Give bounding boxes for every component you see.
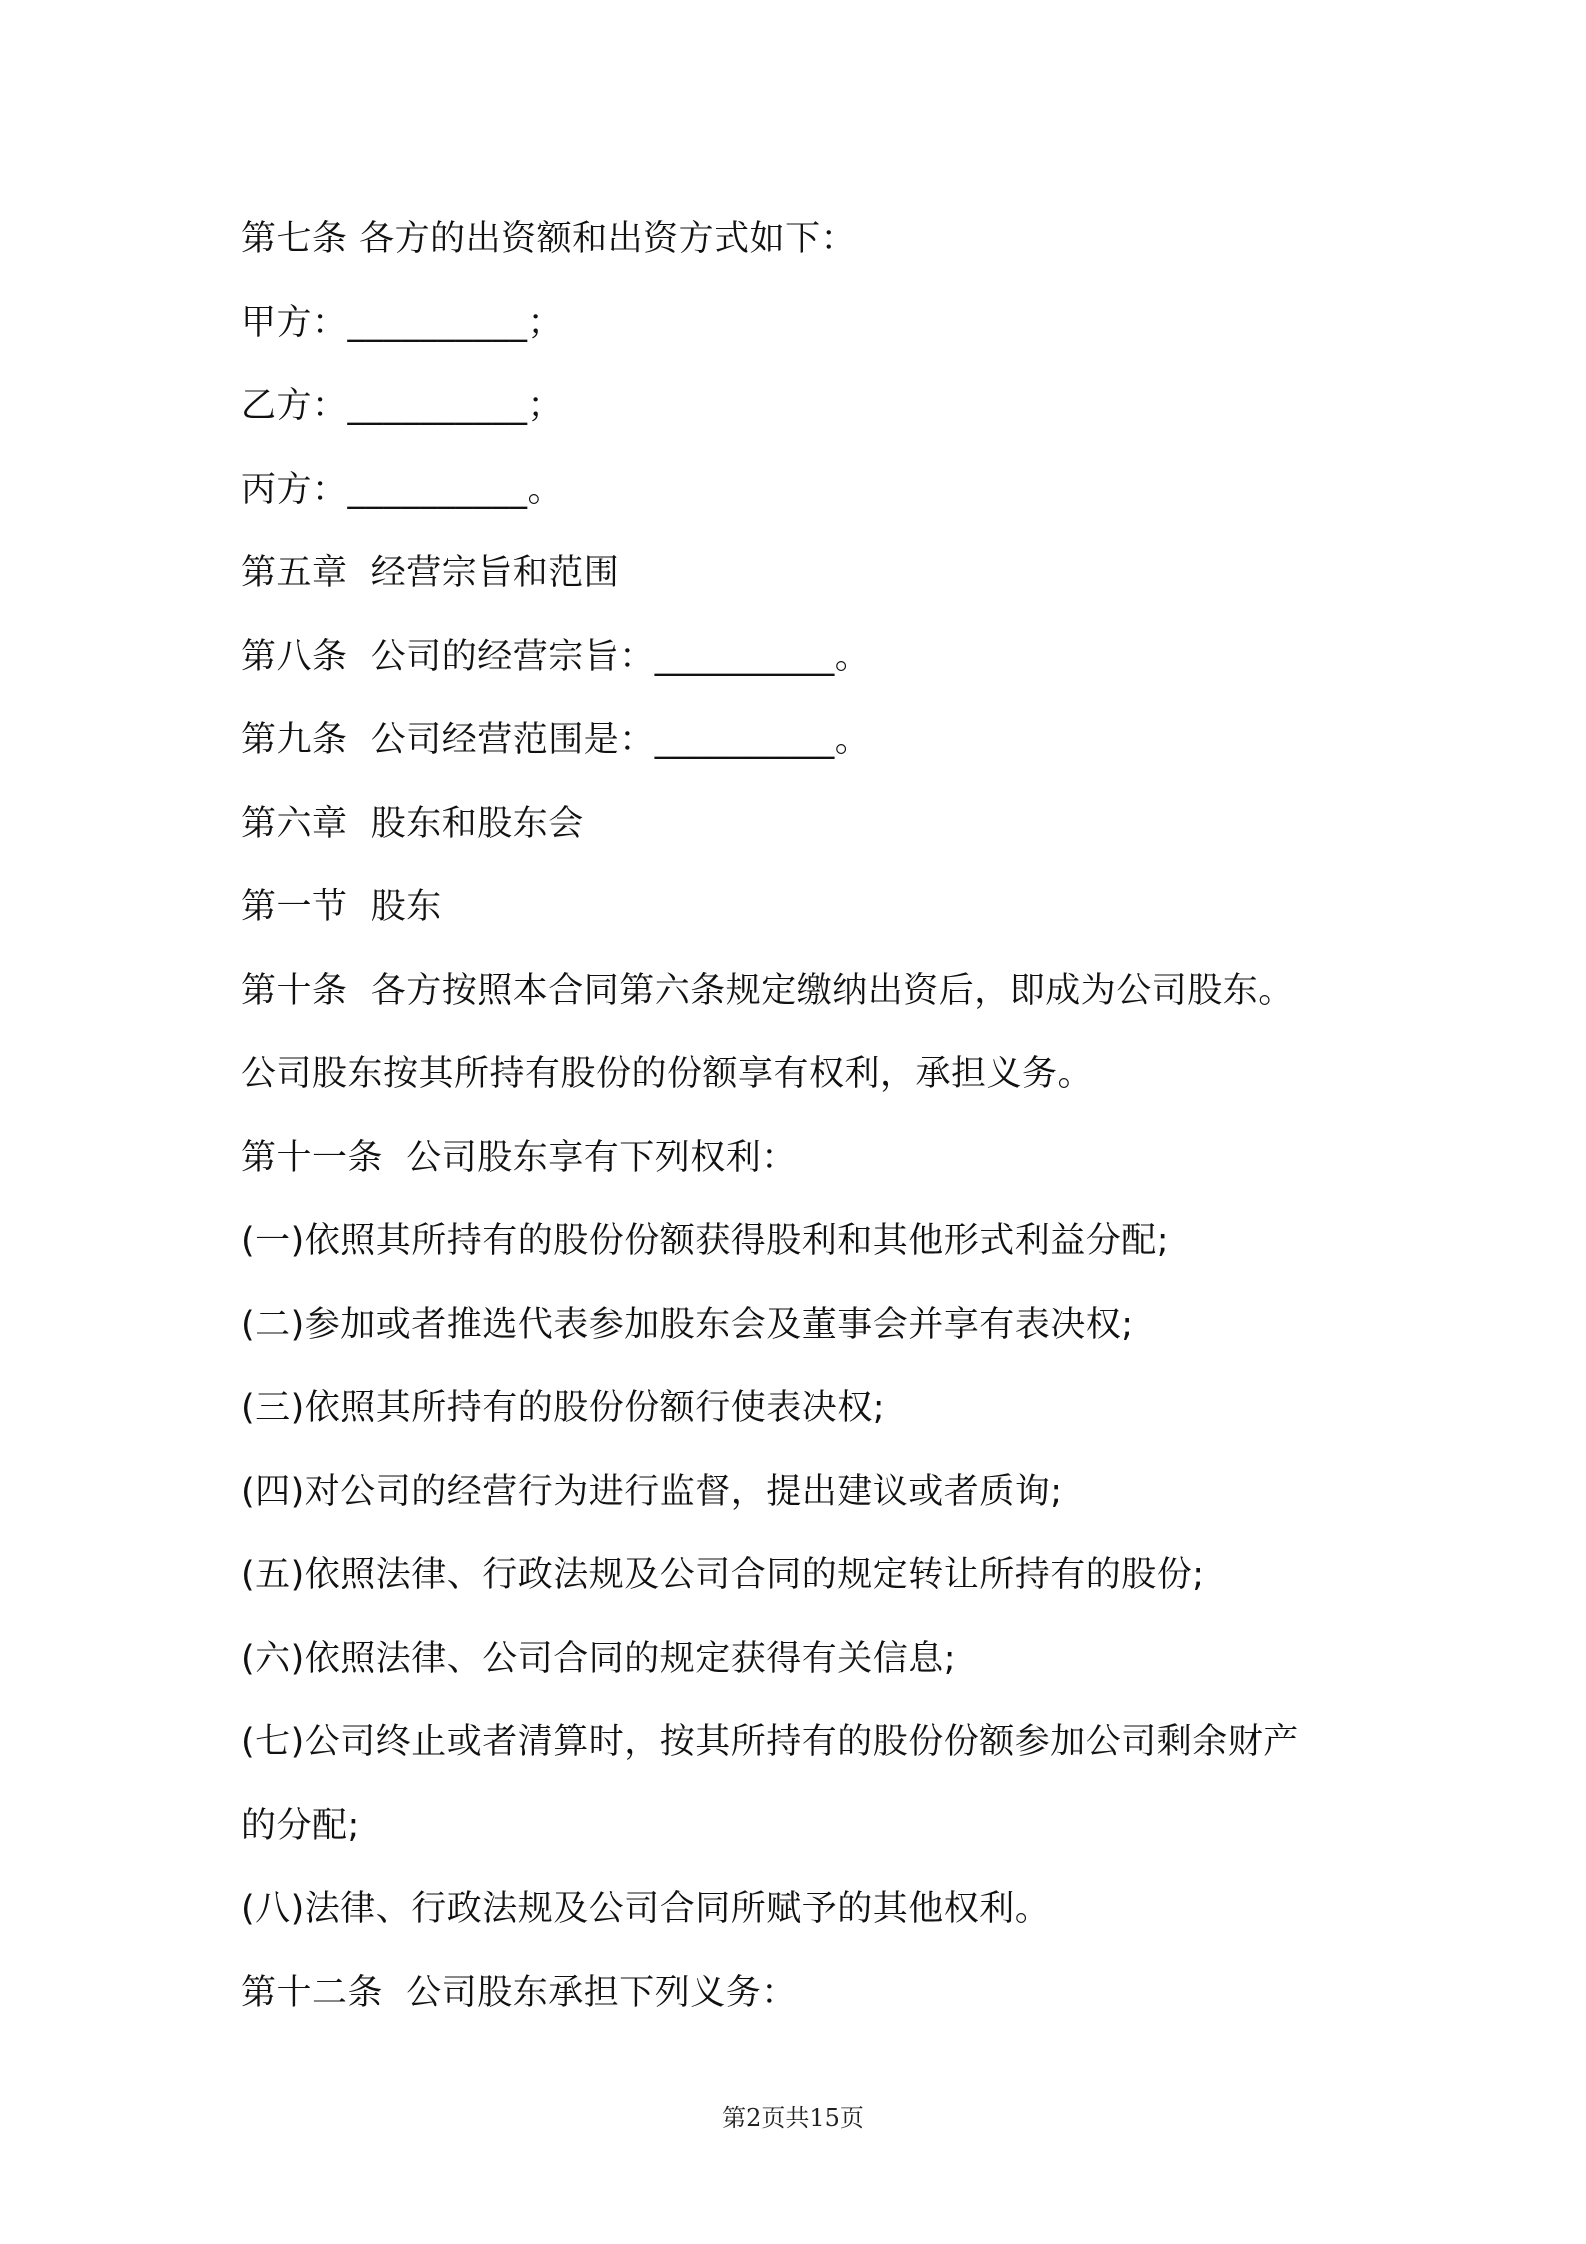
chapter-6-heading: 第六章 股东和股东会 xyxy=(241,803,584,844)
page-number-footer: 第2页共15页 xyxy=(722,2104,864,2132)
article-9: 第九条 公司经营范围是：__________。 xyxy=(241,720,871,760)
article-11-heading: 第十一条 公司股东享有下列权利： xyxy=(241,1137,797,1178)
right-item-5: (五)依照法律、行政法规及公司合同的规定转让所持有的股份; xyxy=(241,1555,1205,1595)
right-item-3: (三)依照其所持有的股份份额行使表决权; xyxy=(241,1388,886,1428)
article-8: 第八条 公司的经营宗旨：__________。 xyxy=(241,636,871,677)
right-item-1: (一)依照其所持有的股份份额获得股利和其他形式利益分配; xyxy=(241,1221,1170,1261)
party-a-line: 甲方：__________； xyxy=(241,302,564,343)
party-b-line: 乙方：__________； xyxy=(241,386,564,426)
chapter-5-heading: 第五章 经营宗旨和范围 xyxy=(241,553,620,593)
article-7-heading: 第七条 各方的出资额和出资方式如下： xyxy=(241,219,857,259)
right-item-8: (八)法律、行政法规及公司合同所赋予的其他权利。 xyxy=(241,1889,1051,1929)
section-1-heading: 第一节 股东 xyxy=(241,887,442,927)
party-c-line: 丙方：__________。 xyxy=(241,469,564,510)
right-item-6: (六)依照法律、公司合同的规定获得有关信息; xyxy=(241,1638,957,1679)
article-10: 第十条 各方按照本合同第六条规定缴纳出资后，即成为公司股东。 xyxy=(241,970,1294,1011)
article-10-continued: 公司股东按其所持有股份的份额享有权利，承担义务。 xyxy=(241,1054,1094,1094)
right-item-4: (四)对公司的经营行为进行监督，提出建议或者质询; xyxy=(241,1471,1063,1512)
right-item-2: (二)参加或者推选代表参加股东会及董事会并享有表决权; xyxy=(241,1304,1134,1345)
right-item-7-continued: 的分配; xyxy=(241,1805,360,1846)
right-item-7: (七)公司终止或者清算时，按其所持有的股份份额参加公司剩余财产 xyxy=(241,1722,1299,1762)
document-body xyxy=(241,198,1371,2035)
article-12-heading: 第十二条 公司股东承担下列义务： xyxy=(241,1972,797,2013)
